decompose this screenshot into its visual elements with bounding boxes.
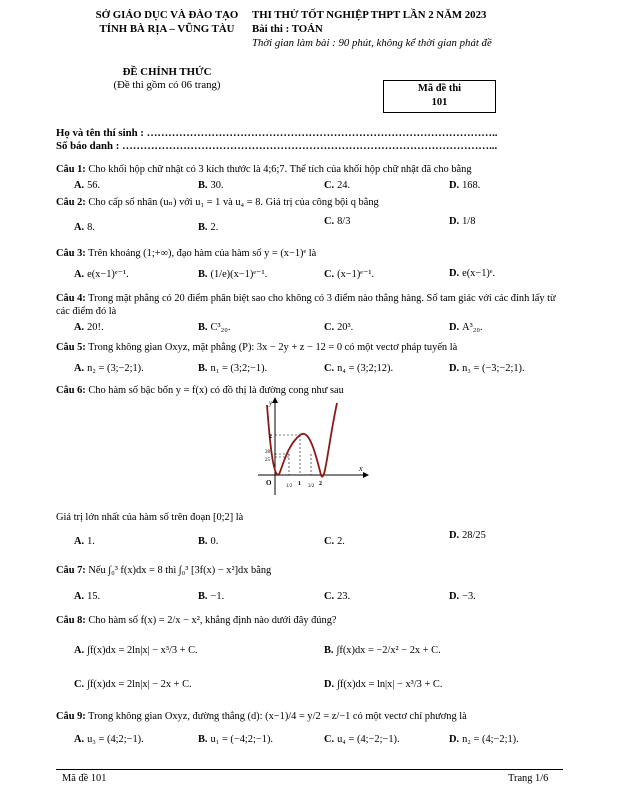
q9-option-a[interactable]: A. u₃ = (4;2;−1).: [74, 734, 144, 745]
candidate-name-line: Họ và tên thí sinh : ……………………………………………………………………………………..: [56, 127, 498, 139]
q2-option-b[interactable]: B. 2.: [198, 222, 219, 233]
x-tick-half: 1/2: [286, 484, 293, 489]
official-block: [62, 66, 272, 92]
x-tick-1: 1: [298, 481, 301, 487]
q6-option-d[interactable]: D. 28/25: [449, 530, 486, 541]
y-tick-2: 2: [269, 434, 272, 440]
x-tick-3half: 3/2: [308, 484, 315, 489]
subject: Bài thi : TOÁN: [252, 23, 323, 35]
q9-label: Câu 9:: [56, 711, 86, 722]
q3-text: Trên khoảng (1;+∞), đạo hàm của hàm số y = (x−1)ᵉ là: [85, 248, 317, 259]
q1-text: Cho khối hộp chữ nhật có 3 kích thước là 4;6;7. Thể tích của khối hộp chữ nhật đã cho bằng: [85, 164, 472, 175]
x-axis-arrow: [363, 472, 369, 478]
q2-text: Cho cấp số nhân (uₙ) với u₁ = 1 và u₄ = 8. Giá trị của công bội q bằng: [85, 197, 379, 208]
q2-option-d[interactable]: D. 1/8: [449, 216, 476, 227]
q4-label: Câu 4:: [56, 293, 86, 304]
footer-code: Mã đề 101: [62, 773, 107, 784]
q6-text: Cho hàm số bậc bốn y = f(x) có đồ thị là đường cong như sau: [85, 385, 344, 396]
q4-option-c[interactable]: C. 20³.: [324, 322, 354, 333]
y-tick-25: 25: [265, 458, 270, 463]
q6-option-b[interactable]: B. 0.: [198, 536, 219, 547]
function-graph: [255, 395, 370, 500]
q1-option-a[interactable]: A. 56.: [74, 180, 101, 191]
q8-option-d[interactable]: D. ∫f(x)dx = ln|x| − x³/3 + C.: [324, 679, 443, 690]
header-right: [252, 8, 582, 50]
q6-label: Câu 6:: [56, 385, 86, 396]
x-tick-2: 2: [319, 481, 322, 487]
q9-option-d[interactable]: D. n₂ = (4;−2;1).: [449, 734, 519, 745]
question-1: [56, 163, 556, 176]
q4-option-b[interactable]: B. C³₂₀.: [198, 322, 231, 333]
q9-option-b[interactable]: B. u₁ = (−4;2;−1).: [198, 734, 274, 745]
province: TỈNH BÀ RỊA – VŨNG TÀU: [99, 23, 235, 35]
q4-option-d[interactable]: D. A³₂₀.: [449, 322, 483, 333]
question-3: [56, 247, 556, 260]
q4-text: Trong mặt phẳng có 20 điểm phân biệt sao cho không có 3 điểm nào thẳng hàng. Số tam giác với các đỉnh lấy từ các điểm đó là: [56, 293, 556, 317]
q3-label: Câu 3:: [56, 248, 86, 259]
quartic-curve: [267, 403, 337, 477]
q9-option-c[interactable]: C. u₄ = (4;−2;−1).: [324, 734, 400, 745]
q7-label: Câu 7:: [56, 565, 86, 576]
q6-option-c[interactable]: C. 2.: [324, 536, 345, 547]
q8-text: Cho hàm số f(x) = 2/x − x², khẳng định nào dưới đây đúng?: [85, 615, 337, 626]
q8-option-a[interactable]: A. ∫f(x)dx = 2ln|x| − x³/3 + C.: [74, 645, 198, 656]
q7-option-a[interactable]: A. 15.: [74, 591, 101, 602]
question-2: [56, 196, 556, 209]
q3-option-b[interactable]: B. (1/e)(x−1)ᵉ⁻¹.: [198, 269, 268, 280]
q6-option-a[interactable]: A. 1.: [74, 536, 95, 547]
q9-text: Trong không gian Oxyz, đường thẳng (d): (x−1)/4 = y/2 = z/−1 có một vectơ chỉ phương là: [85, 711, 467, 722]
question-9: [56, 710, 563, 723]
q2-option-c[interactable]: C. 8/3: [324, 216, 351, 227]
q2-label: Câu 2:: [56, 197, 86, 208]
code-value: 101: [431, 97, 448, 108]
q1-option-c[interactable]: C. 24.: [324, 180, 351, 191]
q5-label: Câu 5:: [56, 342, 86, 353]
q3-option-c[interactable]: C. (x−1)ᵉ⁻¹.: [324, 269, 375, 280]
header-left: [62, 8, 272, 36]
q3-option-a[interactable]: A. e(x−1)ᵉ⁻¹.: [74, 269, 129, 280]
footer-page: Trang 1/6: [508, 773, 549, 784]
candidate-number-line: Số báo danh : …………………………………………………………………………………………...: [56, 140, 498, 152]
q5-option-a[interactable]: A. n₂ = (3;−2;1).: [74, 363, 144, 374]
q6-followup: Giá trị lớn nhất của hàm số trên đoạn [0;2] là: [56, 512, 244, 523]
q5-option-b[interactable]: B. n₁ = (3;2;−1).: [198, 363, 268, 374]
exam-title: THI THỬ TỐT NGHIỆP THPT LẦN 2 NĂM 2023: [252, 9, 487, 21]
q4-option-a[interactable]: A. 20!.: [74, 322, 104, 333]
q8-option-c[interactable]: C. ∫f(x)dx = 2ln|x| − 2x + C.: [74, 679, 192, 690]
question-5: [56, 341, 563, 354]
pages-note: (Đề thi gồm có 06 trang): [113, 79, 221, 91]
q7-option-c[interactable]: C. 23.: [324, 591, 351, 602]
q5-option-d[interactable]: D. n₃ = (−3;−2;1).: [449, 363, 525, 374]
y-axis-arrow: [272, 397, 278, 403]
q1-option-d[interactable]: D. 168.: [449, 180, 481, 191]
q7-option-b[interactable]: B. −1.: [198, 591, 225, 602]
q8-label: Câu 8:: [56, 615, 86, 626]
y-tick-28: 28: [265, 450, 270, 455]
q7-option-d[interactable]: D. −3.: [449, 591, 476, 602]
exam-code-box: [383, 80, 496, 113]
department: SỞ GIÁO DỤC VÀ ĐÀO TẠO: [95, 9, 239, 21]
q2-option-a[interactable]: A. 8.: [74, 222, 95, 233]
q1-option-b[interactable]: B. 30.: [198, 180, 224, 191]
x-axis-label: x: [359, 464, 363, 473]
q5-text: Trong không gian Oxyz, mặt phẳng (P): 3x − 2y + z − 12 = 0 có một vectơ pháp tuyến là: [85, 342, 458, 353]
time-note: Thời gian làm bài : 90 phút, không kể thời gian phát đề: [252, 37, 492, 49]
question-7: [56, 564, 556, 577]
question-4: [56, 292, 563, 318]
footer-divider: [56, 769, 563, 770]
y-axis-label: y: [269, 399, 273, 407]
official-label: ĐỀ CHÍNH THỨC: [122, 66, 212, 78]
q3-option-d[interactable]: D. e(x−1)ᵉ.: [449, 268, 496, 279]
code-label: Mã đề thi: [417, 83, 462, 94]
q5-option-c[interactable]: C. n₄ = (3;2;12).: [324, 363, 394, 374]
q1-label: Câu 1:: [56, 164, 86, 175]
origin-label: O: [266, 479, 272, 487]
question-8: [56, 614, 556, 627]
q8-option-b[interactable]: B. ∫f(x)dx = −2/x² − 2x + C.: [324, 645, 441, 656]
q7-text: Nếu ∫₀³ f(x)dx = 8 thì ∫₀³ [3f(x) − x²]dx bằng: [85, 565, 272, 576]
